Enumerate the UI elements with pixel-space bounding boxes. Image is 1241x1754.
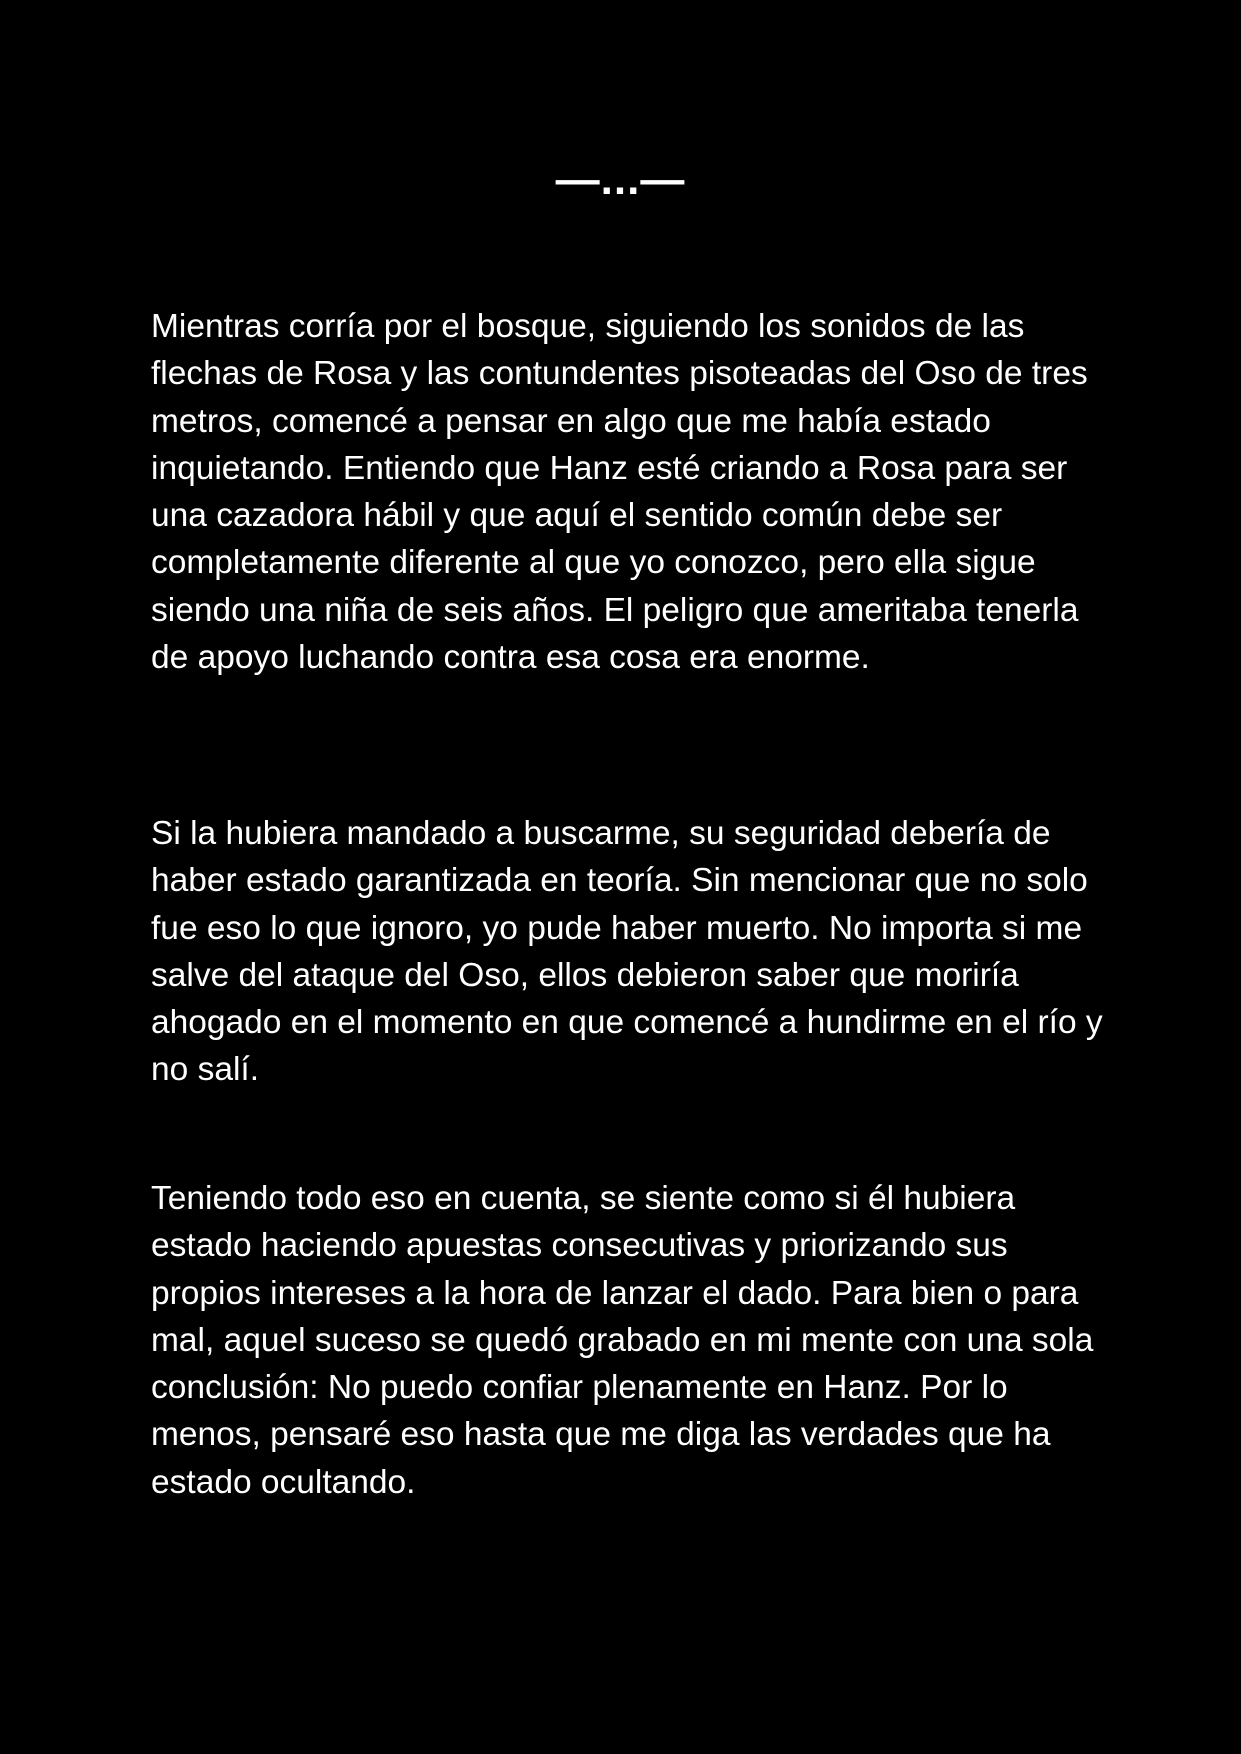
paragraph-3: Teniendo todo eso en cuenta, se siente como si él hubiera estado haciendo apuestas consecutivas y priorizando sus propios intereses a la hora de lanzar el dado. Para bien o para mal, aquel suceso se quedó grabado en mi mente con una sola conclusión: No puedo confiar plenamente en Hanz. Por lo menos, pensaré eso hasta que me diga las verdades que ha estado ocultando. bbox=[151, 1180, 1094, 1501]
scene-break-separator: —...— bbox=[555, 155, 686, 204]
paragraph-2: Si la hubiera mandado a buscarme, su seguridad debería de haber estado garantizada en teoría. Sin mencionar que no solo fue eso lo que ignoro, yo pude haber muerto. No importa si me salve del ataque del Oso, ellos debieron saber que moriría ahogado en el momento en que comencé a hundirme en el río y no salí. bbox=[151, 815, 1103, 1089]
paragraph-1: Mientras corría por el bosque, siguiendo los sonidos de las flechas de Rosa y las contundentes pisoteadas del Oso de tres metros, comencé a pensar en algo que me había estado inquietando. Entiendo que Hanz esté criando a Rosa para ser una cazadora hábil y que aquí el sentido común debe ser completamente diferente al que yo conozco, pero ella sigue siendo una niña de seis años. El peligro que ameritaba tenerla de apoyo luchando contra esa cosa era enorme. bbox=[151, 308, 1088, 677]
